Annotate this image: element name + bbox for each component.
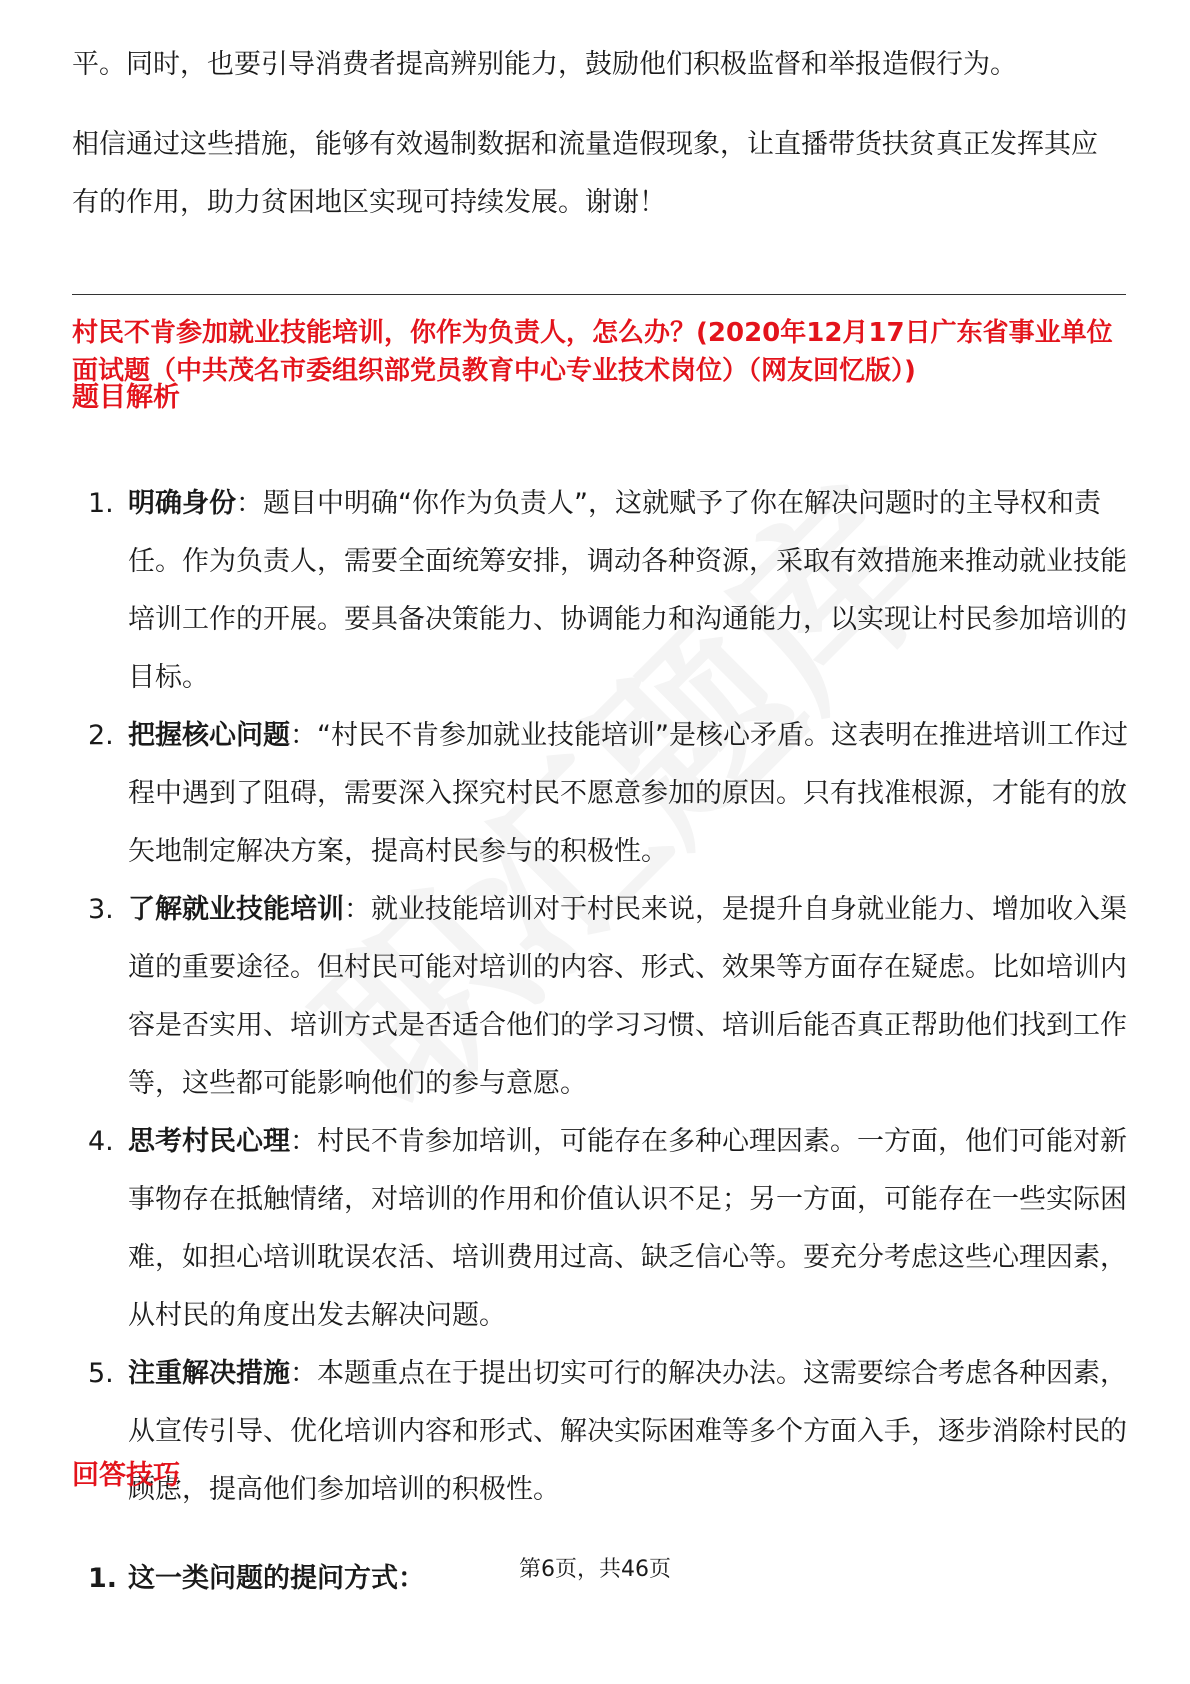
- point-text: ：就业技能培训对于村民来说，是提升自身就业能力、增加收入渠道的重要途径。但村民可能对培训的内容、形式、效果等方面存在疑虑。比如培训内容是否实用、培训方式是否适合他们的学习习惯、培训后能否真正帮助他们找到工作等，这些都可能影响他们的参与意愿。: [128, 894, 1127, 1099]
- point-term: 了解就业技能培训: [128, 894, 344, 925]
- list-item: [72, 475, 1132, 707]
- list-number: 1.: [88, 1563, 118, 1594]
- question-title: 村民不肯参加就业技能培训，你作为负责人，怎么办？(2020年12月17日广东省事业单位面试题（中共茂名市委组织部党员教育中心专业技术岗位）（网友回忆版）): [72, 318, 1113, 386]
- tips-heading: 回答技巧: [72, 1460, 180, 1491]
- list-number: 3.: [88, 894, 114, 925]
- list-number: 4.: [88, 1126, 114, 1157]
- list-number: 5.: [88, 1358, 114, 1389]
- page-footer: [0, 1553, 1190, 1587]
- point-term: 注重解决措施: [128, 1358, 290, 1389]
- point-term: 把握核心问题: [128, 720, 290, 751]
- list-item: [72, 707, 1132, 881]
- point-text: ：村民不肯参加培训，可能存在多种心理因素。一方面，他们可能对新事物存在抵触情绪，对培训的作用和价值认识不足；另一方面，可能存在一些实际困难，如担心培训耽误农活、培训费用过高、缺乏信心等。要充分考虑这些心理因素，从村民的角度出发去解决问题。: [128, 1126, 1127, 1331]
- point-term: 思考村民心理: [128, 1126, 290, 1157]
- next-item-text: 这一类问题的提问方式：: [128, 1563, 425, 1594]
- list-number: 1.: [88, 488, 114, 519]
- closing-paragraph: 相信通过这些措施，能够有效遏制数据和流量造假现象，让直播带货扶贫真正发挥其应有的作用，助力贫困地区实现可持续发展。谢谢！: [72, 129, 1098, 218]
- list-item: [72, 1345, 1132, 1519]
- point-text: ：“村民不肯参加就业技能培训”是核心矛盾。这表明在推进培训工作过程中遇到了阻碍，需要深入探究村民不愿意参加的原因。只有找准根源，才能有的放矢地制定解决方案，提高村民参与的积极性。: [128, 720, 1128, 867]
- list-number: 2.: [88, 720, 114, 751]
- point-text: ：本题重点在于提出切实可行的解决办法。这需要综合考虑各种因素，从宣传引导、优化培训内容和形式、解决实际困难等多个方面入手，逐步消除村民的顾虑，提高他们参加培训的积极性。: [128, 1358, 1127, 1505]
- point-text: ：题目中明确“你作为负责人”，这就赋予了你在解决问题时的主导权和责任。作为负责人，需要全面统筹安排，调动各种资源，采取有效措施来推动就业技能培训工作的开展。要具备决策能力、协调能力和沟通能力，以实现让村民参加培训的目标。: [128, 488, 1127, 693]
- analysis-heading: 题目解析: [72, 382, 180, 413]
- section-divider: [72, 294, 1126, 295]
- analysis-list: [72, 475, 1132, 1519]
- list-item: [72, 1113, 1132, 1345]
- intro-line: 平。同时，也要引导消费者提高辨别能力，鼓励他们积极监督和举报造假行为。: [72, 49, 1017, 80]
- page-number: 第6页，共46页: [513, 1557, 677, 1582]
- point-term: 明确身份: [128, 488, 236, 519]
- list-item: [72, 881, 1132, 1113]
